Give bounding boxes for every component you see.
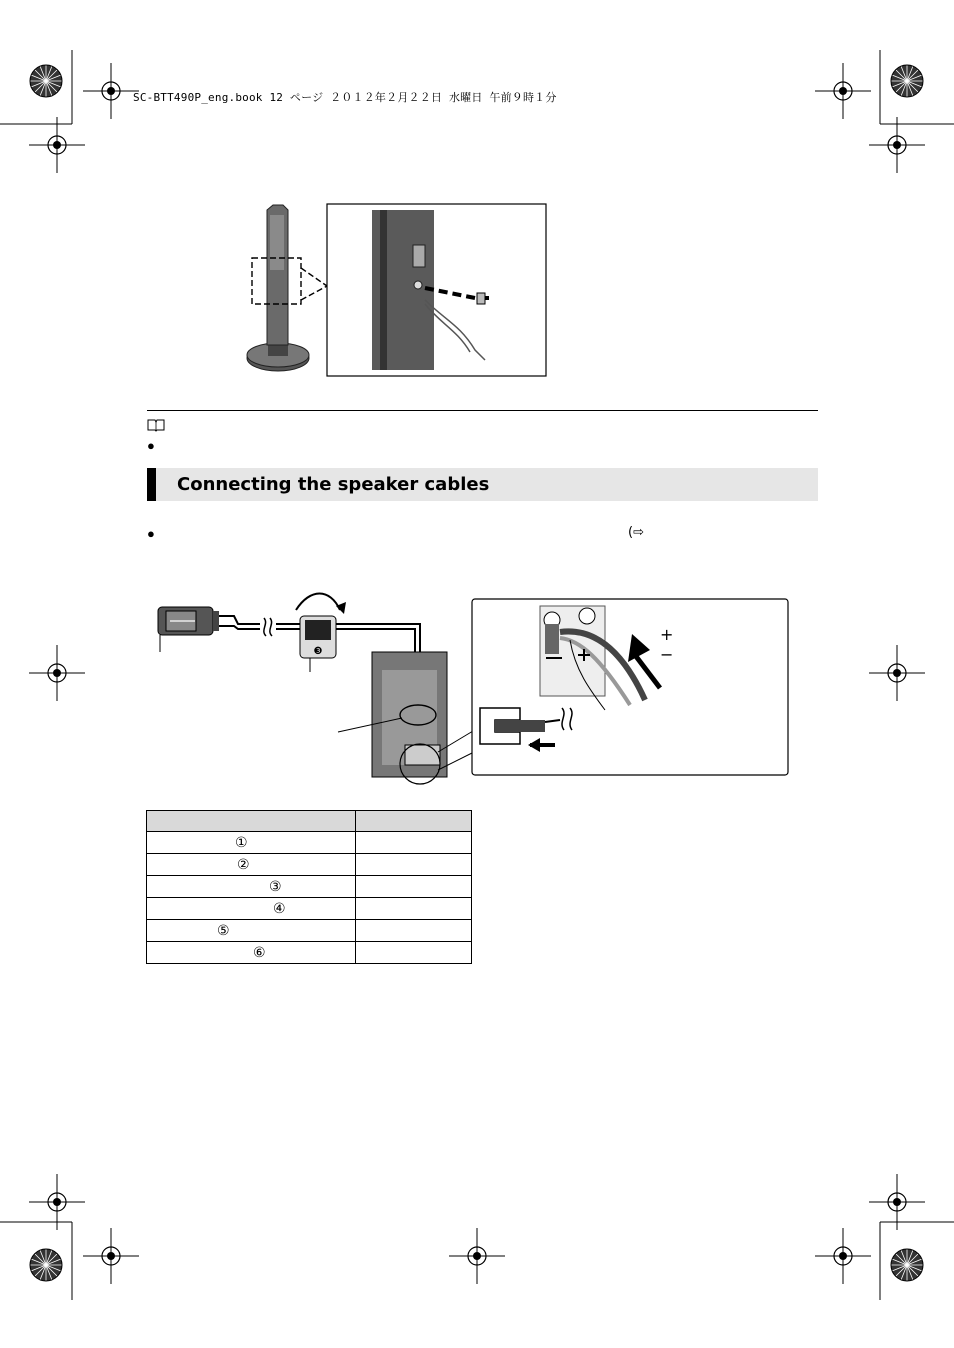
instruction-bullet: ● [147, 526, 155, 541]
speaker-table [146, 810, 472, 964]
table-row [147, 898, 472, 920]
page-reference-arrow: (⇨ [628, 525, 644, 540]
sunburst-mark [30, 65, 62, 97]
section-heading-bar [147, 468, 156, 501]
row-number: ⑥ [253, 944, 266, 961]
book-header: SC-BTT490P_eng.book 12 ページ ２０１２年２月２２日 水曜日 午前９時１分 [133, 91, 557, 104]
table-header-cell [356, 811, 472, 832]
row-number: ⑤ [217, 922, 230, 939]
plus-label: + [660, 625, 674, 644]
row-number: ③ [269, 878, 282, 895]
sunburst-mark [891, 1249, 923, 1281]
row-number: ① [235, 834, 248, 851]
table-row [147, 876, 472, 898]
table-header-row [147, 811, 472, 832]
table-row [147, 832, 472, 854]
row-number: ④ [273, 900, 286, 917]
section-heading [147, 468, 818, 501]
table-header-cell [147, 811, 356, 832]
speaker-cable-diagram [150, 580, 795, 790]
minus-label: − [660, 645, 674, 664]
table-row [147, 854, 472, 876]
book-icon [147, 418, 165, 432]
row-number: ② [237, 856, 250, 873]
sunburst-mark [30, 1249, 62, 1281]
tag-number: ❸ [313, 646, 323, 657]
tall-speaker-illustration [245, 200, 550, 380]
note-bullet: ● [147, 438, 155, 453]
table-row [147, 942, 472, 964]
section-divider [147, 410, 818, 411]
table-row [147, 920, 472, 942]
section-title: Connecting the speaker cables [177, 474, 490, 495]
sunburst-mark [891, 65, 923, 97]
